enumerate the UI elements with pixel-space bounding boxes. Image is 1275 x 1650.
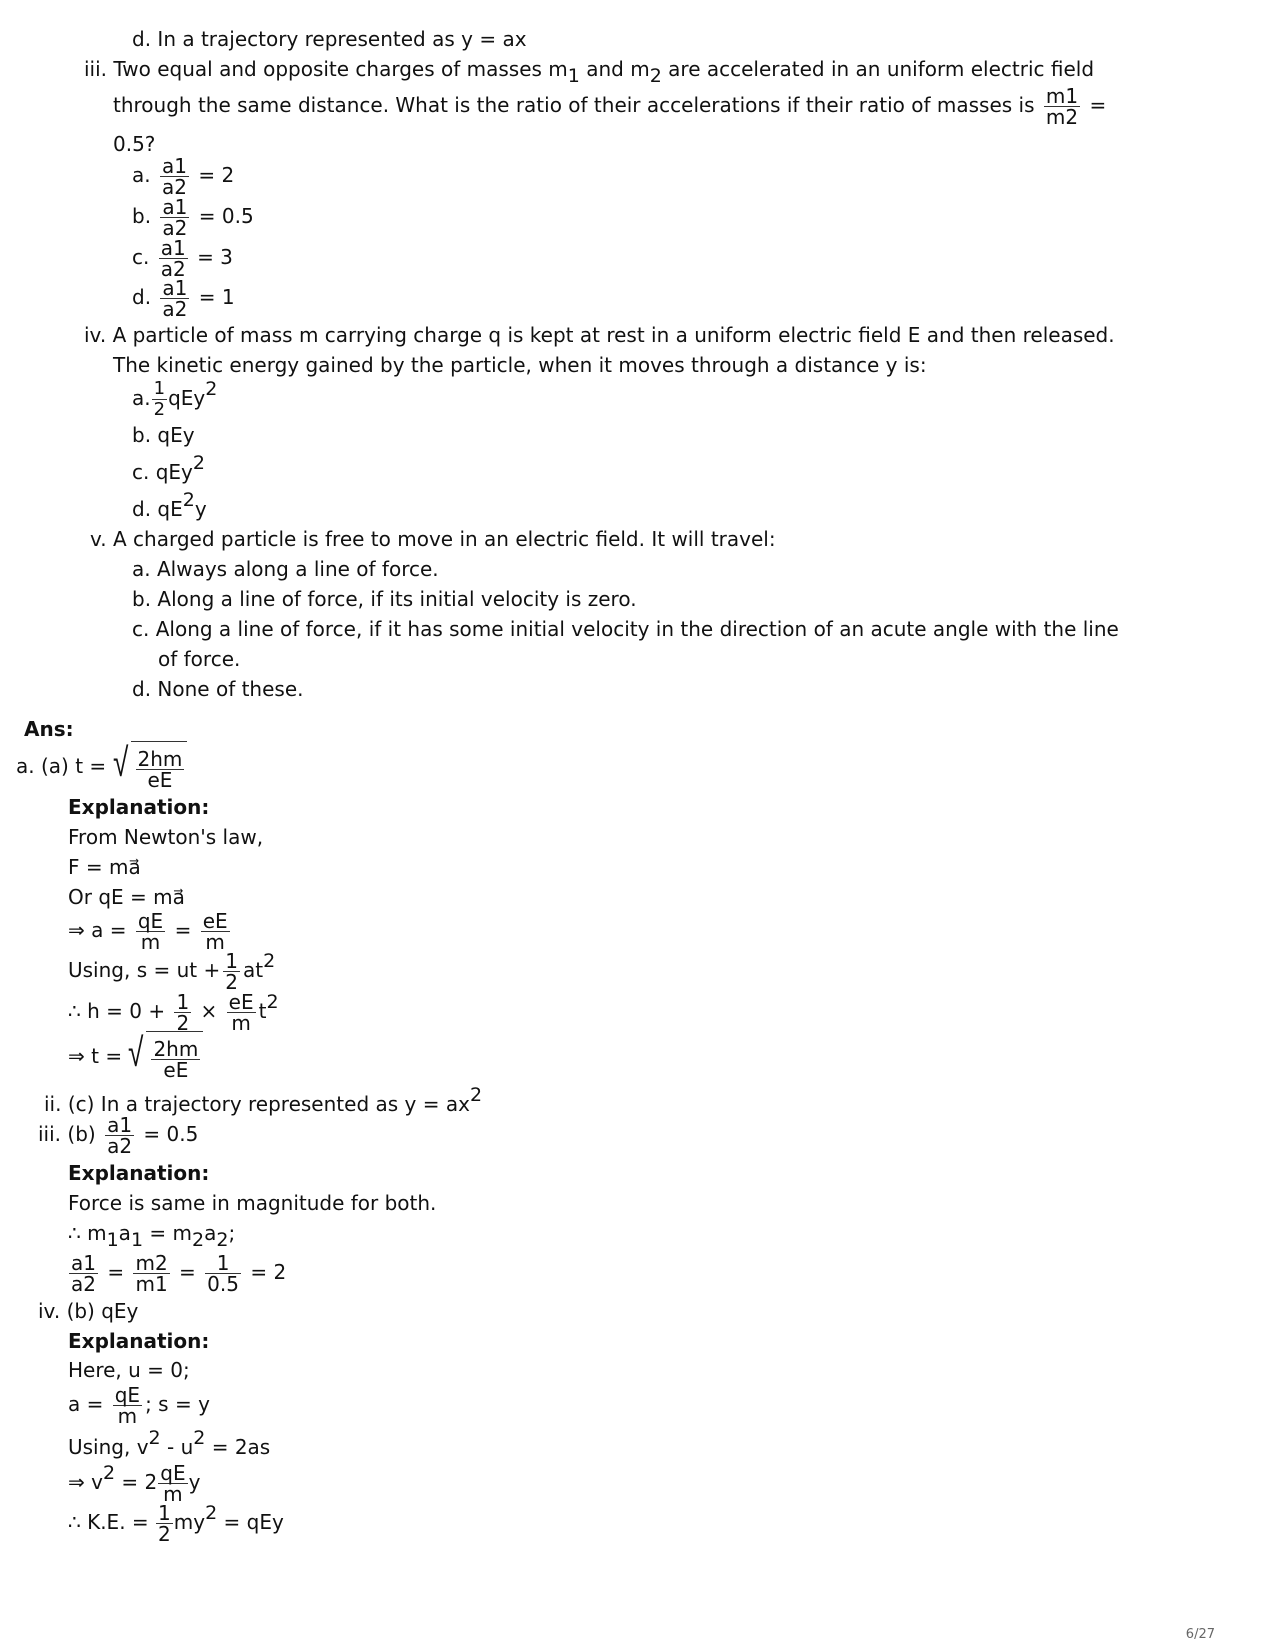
- radical-sign-icon: √: [112, 740, 128, 786]
- numerator: qE: [137, 909, 164, 933]
- question-text: Two equal and opposite charges of masses m: [113, 57, 568, 81]
- fraction: [133, 1253, 169, 1294]
- numerator: m2: [135, 1251, 168, 1275]
- fraction: [160, 156, 189, 197]
- numerator: 1: [205, 1253, 241, 1274]
- question-v-option-c-cont: [158, 647, 240, 671]
- option-text: Along a line of force, if its initial velocity is zero.: [157, 587, 637, 611]
- explanation-line: [68, 1500, 284, 1544]
- denominator: 0.5: [207, 1272, 239, 1296]
- equation-text: = 2as: [205, 1435, 271, 1459]
- option-label: b.: [132, 204, 152, 228]
- equals-sign: =: [1089, 93, 1107, 117]
- numerator: a1: [162, 195, 188, 219]
- equals-sign: =: [174, 918, 192, 942]
- option-text: qEy: [155, 460, 193, 484]
- question-iii-option-d: [132, 277, 235, 319]
- option-text: qEy: [157, 423, 195, 447]
- question-number: v.: [90, 527, 107, 551]
- option-text: = 0.5: [198, 204, 254, 228]
- question-text: through the same distance. What is the ratio of their accelerations if their ratio of masses is: [113, 93, 1035, 117]
- fraction: [158, 1463, 187, 1504]
- denominator: m: [117, 1404, 138, 1428]
- answer-iv: [38, 1299, 138, 1323]
- square-root: [128, 1031, 203, 1084]
- option-text: None of these.: [157, 677, 304, 701]
- question-number: iv.: [84, 323, 107, 347]
- page-number: 6/27: [1185, 1627, 1215, 1642]
- mass-ratio-fraction: [1044, 86, 1080, 127]
- denominator: 2: [176, 1011, 190, 1035]
- denominator: a2: [162, 216, 188, 240]
- equation-text: Using, v: [68, 1435, 149, 1459]
- explanation-line: [68, 1030, 203, 1084]
- equation-text: - u: [160, 1435, 194, 1459]
- subscript: 2: [649, 65, 662, 87]
- denominator: m: [163, 1482, 183, 1506]
- option-text: of force.: [158, 647, 241, 671]
- option-label: b.: [132, 423, 152, 447]
- question-v-option-d: [132, 677, 304, 701]
- explanation-line: Force is same in magnitude for both.: [68, 1191, 437, 1215]
- fraction: [152, 379, 167, 420]
- question-v-option-b: [132, 587, 637, 611]
- question-iii-option-b: [132, 196, 254, 238]
- denominator: m2: [1045, 105, 1079, 129]
- explanation-line: From Newton's law,: [68, 825, 264, 849]
- question-iii-option-a: [132, 155, 234, 197]
- question-text: A charged particle is free to move in an electric field. It will travel:: [113, 527, 776, 551]
- answer-text: a. (a) t =: [16, 754, 107, 778]
- fraction: [136, 749, 185, 790]
- equation-text: Using, s = ut +: [68, 958, 221, 982]
- explanation-heading: Explanation:: [68, 795, 210, 819]
- fraction: [113, 1385, 142, 1426]
- fraction: [227, 992, 256, 1033]
- explanation-line: [68, 948, 275, 992]
- denominator: m1: [135, 1272, 168, 1296]
- denominator: 2: [158, 1522, 171, 1546]
- equation-text: ⇒ t =: [68, 1044, 123, 1068]
- denominator: a2: [161, 175, 187, 199]
- question-text: and m: [579, 57, 650, 81]
- option-label: d.: [132, 285, 152, 309]
- equation-text: ⇒ a =: [68, 918, 127, 942]
- question-iv-option-c: [132, 452, 205, 484]
- explanation-line: Here, u = 0;: [68, 1358, 190, 1382]
- numerator: 1: [225, 949, 238, 973]
- fraction: [160, 278, 189, 319]
- explanation-line: [68, 1382, 210, 1426]
- option-label: b.: [132, 587, 152, 611]
- equals-sign: =: [107, 1260, 125, 1284]
- answer-iii: [38, 1113, 198, 1156]
- equation-text: ; s = y: [145, 1392, 210, 1416]
- fraction: [156, 1503, 173, 1544]
- denominator: m: [140, 930, 161, 954]
- explanation-line: [66, 1250, 286, 1294]
- fraction: [69, 1253, 98, 1294]
- denominator: m: [231, 1011, 251, 1035]
- equation-text: my: [173, 1510, 206, 1534]
- answers-heading: Ans:: [24, 717, 74, 741]
- superscript: 2: [148, 1427, 161, 1449]
- square-root: [113, 741, 188, 794]
- option-label: c.: [132, 617, 150, 641]
- option-label: a.: [132, 557, 151, 581]
- numerator: a1: [161, 154, 187, 178]
- question-iv-line2: [113, 353, 927, 377]
- option-label: c.: [132, 245, 150, 269]
- question-iv-option-a: [132, 377, 217, 420]
- numerator: a1: [107, 1113, 133, 1137]
- question-iv-option-b: [132, 423, 195, 447]
- question-text: 0.5?: [113, 132, 156, 156]
- explanation-line: [68, 1221, 236, 1251]
- answer-number: iv.: [38, 1299, 61, 1323]
- equation-text: a =: [68, 1392, 104, 1416]
- equation-text: ∴ m: [68, 1221, 107, 1245]
- question-iv-option-d: [132, 489, 207, 521]
- fraction: [205, 1253, 241, 1294]
- numerator: a1: [160, 236, 186, 260]
- question-iv-line1: [84, 323, 1115, 347]
- superscript: 2: [263, 950, 276, 972]
- explanation-line: [68, 989, 279, 1033]
- subscript: 1: [130, 1229, 144, 1251]
- question-v-option-a: [132, 557, 439, 581]
- equation-text: ;: [228, 1221, 236, 1245]
- numerator: qE: [160, 1461, 186, 1485]
- explanation-line: [68, 1427, 271, 1459]
- answer-text: (c) In a trajectory represented as y = ax: [67, 1092, 470, 1116]
- superscript: 2: [192, 452, 205, 474]
- option-text: = 2: [198, 163, 235, 187]
- equals-sign: =: [179, 1260, 196, 1284]
- radical-sign-icon: √: [128, 1030, 144, 1076]
- question-iii-option-c: [132, 237, 233, 279]
- option-label: d.: [132, 497, 152, 521]
- fraction: [151, 1039, 200, 1080]
- denominator: a2: [160, 257, 186, 281]
- question-text: The kinetic energy gained by the particle, when it moves through a distance y is:: [113, 353, 927, 377]
- question-text: A particle of mass m carrying charge q is kept at rest in a uniform electric field E and then released.: [112, 323, 1115, 347]
- equation-text: a: [118, 1221, 131, 1245]
- superscript: 2: [205, 378, 218, 400]
- numerator: eE: [202, 909, 228, 933]
- explanation-heading: Explanation:: [68, 1161, 210, 1185]
- explanation-line: [68, 908, 233, 952]
- denominator: 2: [225, 970, 238, 994]
- option-text: In a trajectory represented as y = ax: [157, 27, 527, 51]
- numerator: qE: [114, 1383, 141, 1407]
- fraction: [223, 951, 240, 992]
- answer-number: ii.: [44, 1092, 62, 1116]
- question-number: iii.: [84, 57, 108, 81]
- denominator: eE: [147, 768, 173, 792]
- subscript: 2: [192, 1229, 205, 1251]
- question-iii-line1: [84, 57, 1095, 87]
- equation-text: a: [204, 1221, 217, 1245]
- equation-text: at: [242, 958, 264, 982]
- answer-a: [16, 740, 187, 794]
- subscript: 1: [106, 1229, 119, 1251]
- numerator: 1: [176, 990, 190, 1014]
- numerator: a1: [71, 1251, 96, 1275]
- denominator: eE: [163, 1058, 189, 1082]
- fraction: [159, 238, 188, 279]
- option-text: qEy: [168, 386, 206, 410]
- option-text: y: [194, 497, 207, 521]
- denominator: a2: [71, 1272, 96, 1296]
- equation-text: = 2: [115, 1470, 158, 1494]
- equation-text: y: [188, 1470, 201, 1494]
- superscript: 2: [205, 1502, 218, 1524]
- explanation-heading: Explanation:: [68, 1329, 210, 1353]
- option-text: = 1: [198, 285, 235, 309]
- option-text: Along a line of force, if it has some initial velocity in the direction of an acute angle with the line: [155, 617, 1119, 641]
- equation-text: = qEy: [217, 1510, 284, 1534]
- superscript: 2: [182, 489, 195, 511]
- question-iii-line2: [113, 82, 1106, 128]
- numerator: 1: [153, 378, 166, 399]
- numerator: m1: [1045, 84, 1079, 108]
- superscript: 2: [469, 1084, 483, 1106]
- option-label: a.: [132, 163, 151, 187]
- fraction: [136, 911, 165, 952]
- question-v-line1: [90, 527, 776, 551]
- denominator: m: [205, 930, 225, 954]
- answer-text: (b): [67, 1122, 96, 1146]
- numerator: a1: [162, 276, 188, 300]
- numerator: 2hm: [137, 747, 183, 771]
- question-v-option-c: [132, 617, 1119, 641]
- explanation-line: F = ma⃗: [68, 855, 141, 879]
- equation-text: ∴ K.E. =: [68, 1510, 149, 1534]
- multiply-sign: ×: [200, 999, 218, 1023]
- fraction: [174, 992, 191, 1033]
- superscript: 2: [102, 1462, 116, 1484]
- superscript: 2: [193, 1427, 206, 1449]
- option-label: d.: [132, 677, 152, 701]
- question-text: are accelerated in an uniform electric field: [661, 57, 1095, 81]
- option-label: c.: [132, 460, 150, 484]
- superscript: 2: [266, 991, 279, 1013]
- equation-text: ∴ h = 0 +: [68, 999, 166, 1023]
- fraction: [201, 911, 230, 952]
- subscript: 2: [216, 1229, 229, 1251]
- fraction: [105, 1115, 134, 1156]
- question-ii-option-d: [132, 27, 527, 51]
- answer-number: iii.: [38, 1122, 62, 1146]
- option-label: a.: [132, 386, 151, 410]
- numerator: eE: [228, 990, 254, 1014]
- fraction: [160, 197, 189, 238]
- denominator: 2: [153, 399, 166, 420]
- explanation-line: Or qE = ma⃗: [68, 885, 185, 909]
- equation-text: = 2: [250, 1260, 287, 1284]
- explanation-line: [68, 1460, 200, 1504]
- question-iii-line3: [113, 132, 155, 156]
- option-text: Always along a line of force.: [156, 557, 439, 581]
- subscript: 1: [567, 65, 580, 87]
- option-label: d.: [132, 27, 152, 51]
- equation-text: ⇒ v: [68, 1470, 103, 1494]
- numerator: 2hm: [153, 1037, 199, 1061]
- equation-text: = m: [143, 1221, 192, 1245]
- option-text: qE: [157, 497, 183, 521]
- option-text: = 3: [197, 245, 233, 269]
- numerator: 1: [158, 1501, 171, 1525]
- answer-text: = 0.5: [143, 1122, 199, 1146]
- denominator: a2: [162, 297, 188, 321]
- denominator: a2: [107, 1134, 133, 1158]
- answer-text: (b) qEy: [66, 1299, 139, 1323]
- equation-text: t: [258, 999, 267, 1023]
